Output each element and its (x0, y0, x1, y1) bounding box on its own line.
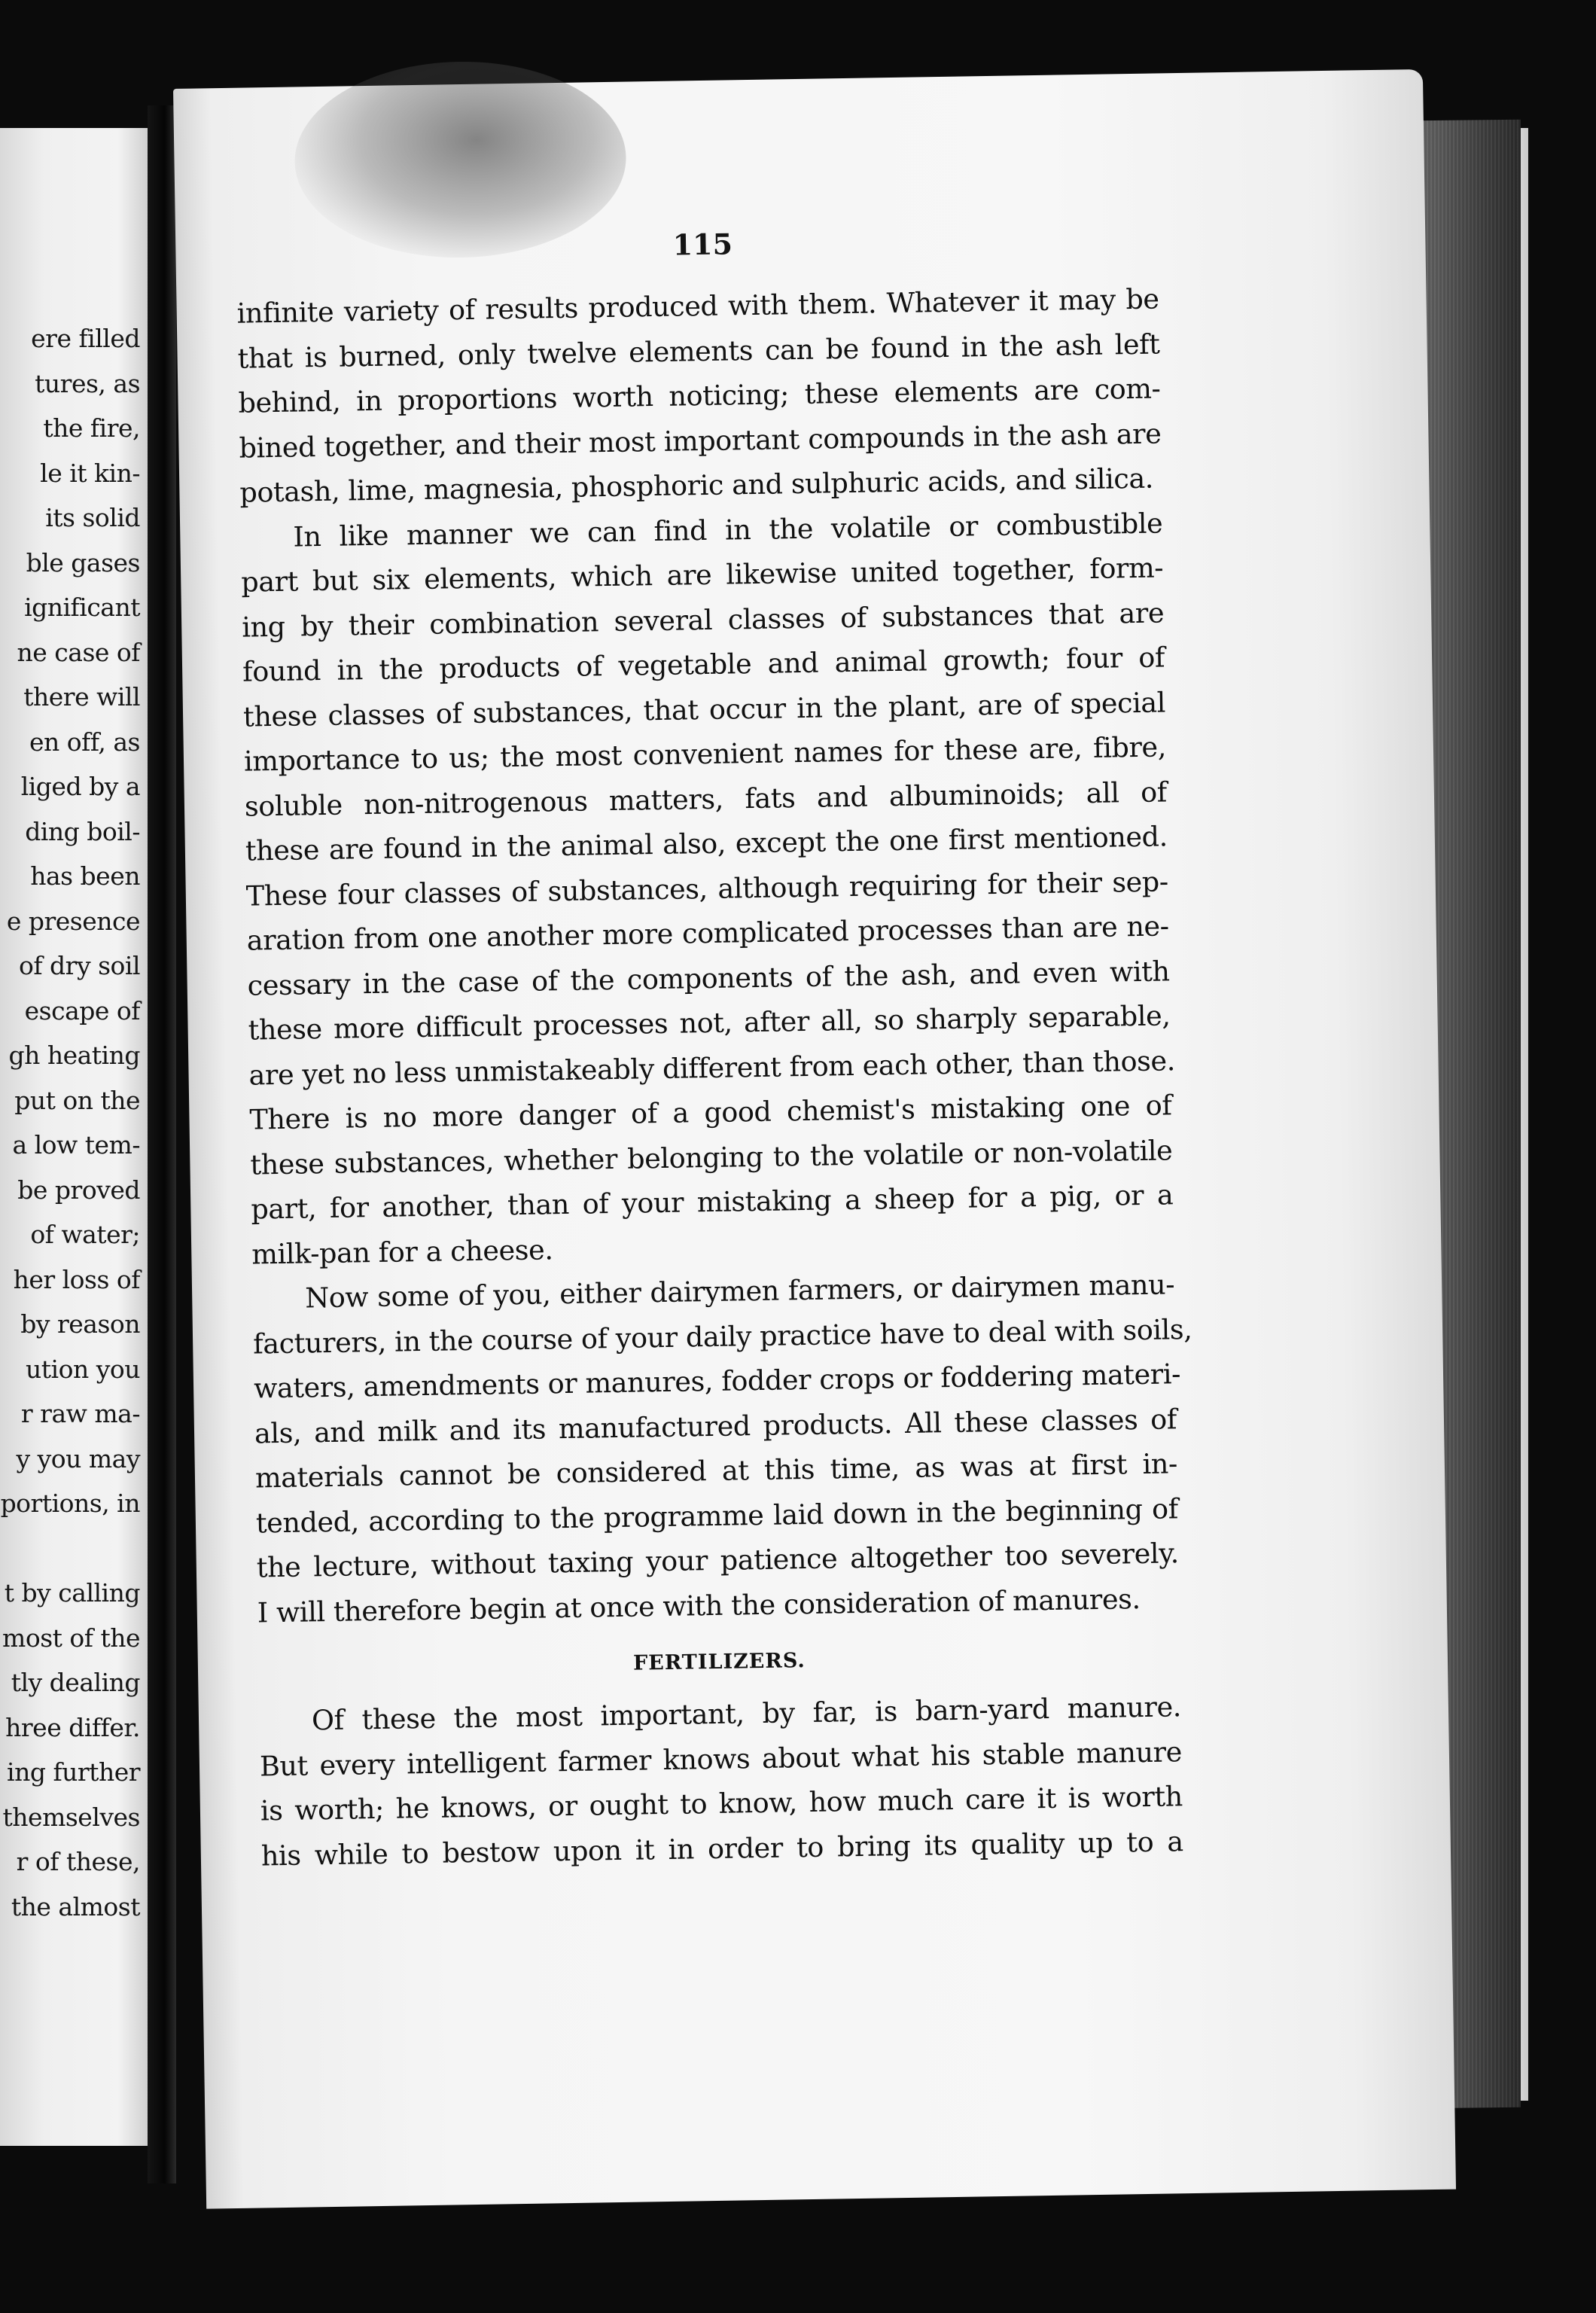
text-line: behind, in proportions worth noticing; these elements are com- (238, 372, 1161, 419)
paragraph-2 (240, 501, 1174, 1277)
text-line: found in the products of vegetable and animal growth; four of (242, 641, 1165, 688)
previous-page-line: ding boil- (25, 816, 140, 846)
previous-page-line: e presence (6, 906, 140, 936)
previous-page-line: en off, as (29, 727, 140, 757)
previous-page-line: the fire, (43, 413, 140, 443)
previous-page-line: tures, as (35, 368, 140, 398)
text-line: is worth; he knows, or ought to know, how much care it is worth (260, 1780, 1183, 1827)
text-line: that is burned, only twelve elements can be found in the ash left (237, 327, 1160, 375)
text-line: But every intelligent farmer knows about what his stable manure (259, 1735, 1183, 1782)
previous-page-line: y you may (16, 1443, 140, 1473)
previous-page-text (0, 316, 140, 1929)
text-line: facturers, in the course of your daily practice have to deal with soils, (252, 1312, 1192, 1361)
text-line: potash, lime, magnesia, phosphoric and sulphuric acids, and silica. (239, 462, 1154, 509)
book-gutter (148, 105, 176, 2183)
previous-page-line: ne case of (17, 637, 140, 667)
text-line: materials cannot be considered at this time, as was at first in- (254, 1447, 1178, 1495)
previous-page-line: ution you (26, 1354, 140, 1384)
text-line: Now some of you, either dairymen farmers, or dairymen manu- (304, 1268, 1175, 1315)
previous-page-line: ing further (7, 1757, 140, 1787)
previous-page-line: a low tem- (12, 1130, 140, 1160)
text-line: There is no more danger of a good chemist's mistaking one of (249, 1089, 1172, 1136)
text-line: his while to bestow upon it in order to bring its quality up to a (260, 1824, 1184, 1872)
paragraph-1 (236, 276, 1162, 515)
previous-page-line: r of these, (16, 1847, 140, 1876)
text-line: these more difficult processes not, after all, so sharply separable, (248, 999, 1171, 1047)
section-heading: FERTILIZERS. (632, 1649, 806, 1675)
text-line: are yet no less unmistakeably different from each other, than those. (248, 1044, 1176, 1092)
text-line: milk-pan for a cheese. (251, 1233, 553, 1271)
previous-page-line: there will (23, 682, 140, 712)
previous-page-line: le it kin- (40, 458, 140, 488)
text-line: the lecture, without taxing your patience altogether too severely. (256, 1537, 1180, 1584)
previous-page-line: ble gases (26, 547, 140, 577)
previous-page-line: r raw ma- (20, 1399, 140, 1428)
text-line: aration from one another more complicated processes than are ne- (246, 910, 1169, 957)
previous-page-line: hree differ. (5, 1712, 140, 1742)
previous-page-line: of water; (30, 1220, 140, 1249)
previous-page-line: has been (30, 861, 140, 891)
text-line: these are found in the animal also, except the one first mentioned. (245, 820, 1168, 867)
text-line: I will therefore begin at once with the consideration of manures. (257, 1582, 1141, 1629)
paragraph-3 (252, 1262, 1192, 1635)
text-line: tended, according to the programme laid down in the beginning of (255, 1492, 1179, 1540)
previous-page-line: be proved (17, 1175, 140, 1205)
book-page (173, 69, 1456, 2209)
previous-page-fragment (0, 128, 148, 2146)
previous-page-line: gh heating (8, 1041, 140, 1070)
previous-page-line: put on the (14, 1085, 140, 1115)
text-line: These four classes of substances, although requiring for their sep- (245, 864, 1169, 913)
previous-page-line: t by calling (4, 1578, 140, 1608)
page-body (236, 276, 1192, 1878)
text-line: als, and milk and its manufactured products. All these classes of (254, 1402, 1177, 1450)
previous-page-line: most of the (2, 1623, 140, 1653)
text-line: ing by their combination several classes of substances that are (241, 596, 1165, 644)
text-line: cessary in the case of the components of the ash, and even with (247, 954, 1170, 1002)
text-line: these substances, whether belonging to the volatile or non-volatile (250, 1133, 1173, 1181)
text-line: part but six elements, which are likewise united together, form- (240, 551, 1164, 599)
text-line: In like manner we can find in the volatile or combustible (293, 506, 1163, 553)
previous-page-line: ignificant (24, 593, 140, 622)
text-line: soluble non-nitrogenous matters, fats and albuminoids; all of (244, 775, 1168, 823)
text-line: importance to us; the most convenient names for these are, fibre, (243, 730, 1167, 778)
paragraph-4 (259, 1684, 1184, 1878)
previous-page-line: liged by a (20, 772, 140, 801)
previous-page-line (0, 1526, 140, 1571)
text-line: bined together, and their most important compounds in the ash are (239, 416, 1162, 465)
previous-page-line: themselves (2, 1802, 140, 1832)
previous-page-line: the almost (11, 1891, 140, 1921)
previous-page-line: ere filled (31, 324, 140, 353)
text-line: Of these the most important, by far, is barn-yard manure. (311, 1690, 1182, 1737)
page-stain (294, 59, 628, 261)
previous-page-line: tly dealing (11, 1668, 140, 1697)
text-line: infinite variety of results produced with them. Whatever it may be (236, 282, 1159, 330)
previous-page-line: its solid (45, 503, 140, 532)
page-number: 115 (672, 227, 733, 262)
text-line: these classes of substances, that occur in the plant, are of special (242, 685, 1166, 733)
previous-page-line: her loss of (13, 1264, 140, 1294)
text-line: waters, amendments or manures, fodder crops or foddering materi- (253, 1358, 1181, 1405)
previous-page-line: portions, in (0, 1489, 140, 1518)
text-line: part, for another, than of your mistaking a sheep for a pig, or a (251, 1178, 1174, 1226)
previous-page-line: escape of (24, 995, 140, 1025)
previous-page-line: by reason (20, 1309, 140, 1339)
previous-page-line: of dry soil (18, 951, 140, 980)
